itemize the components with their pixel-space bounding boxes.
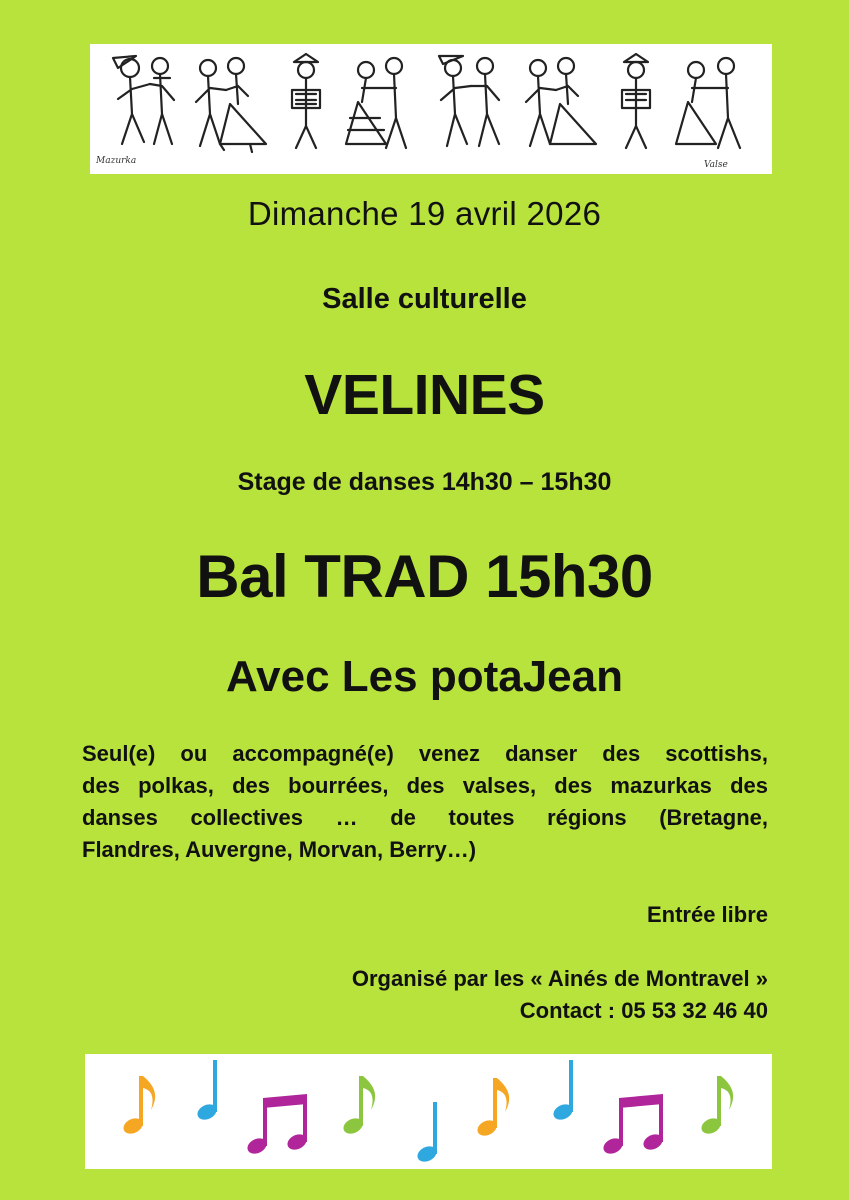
green-note-icon: [699, 1076, 733, 1137]
orange-note-icon: [475, 1078, 509, 1139]
orange-note-icon: [121, 1076, 155, 1137]
valse-caption: Valse: [704, 160, 728, 170]
dancers-banner-image: [90, 44, 772, 174]
description-line: Seul(e) ou accompagné(e) venez danser des scottishs,: [82, 741, 768, 766]
blue-note-icon: [195, 1060, 219, 1123]
blue-note-icon: [551, 1060, 575, 1123]
green-note-icon: [341, 1076, 375, 1137]
dancers-sketch-illustration: [90, 44, 772, 174]
event-date: Dimanche 19 avril 2026: [247, 195, 602, 232]
description-line: des polkas, des bourrées, des valses, des mazurkas des: [82, 773, 768, 798]
magenta-note-icon: [601, 1094, 665, 1157]
event-description: [82, 738, 768, 866]
band-name: Avec Les potaJean: [226, 652, 623, 701]
event-venue: Salle culturelle: [322, 283, 527, 315]
blue-note-icon: [415, 1102, 439, 1165]
contact-phone: Contact : 05 53 32 46 40: [519, 998, 768, 1023]
description-line: Flandres, Auvergne, Morvan, Berry…): [82, 837, 477, 862]
organizer-note: Organisé par les « Ainés de Montravel »: [351, 966, 768, 991]
music-notes-illustration: [85, 1054, 772, 1169]
music-notes-banner: [85, 1054, 772, 1169]
bal-trad-time: Bal TRAD 15h30: [196, 543, 653, 610]
magenta-note-icon: [245, 1094, 309, 1157]
free-entry-note: Entrée libre: [646, 902, 768, 927]
description-line: danses collectives … de toutes régions (Bretagne,: [82, 805, 768, 830]
mazurka-caption: Mazurka: [96, 156, 137, 166]
event-town: VELINES: [304, 363, 545, 427]
dance-workshop-time: Stage de danses 14h30 – 15h30: [237, 468, 612, 496]
